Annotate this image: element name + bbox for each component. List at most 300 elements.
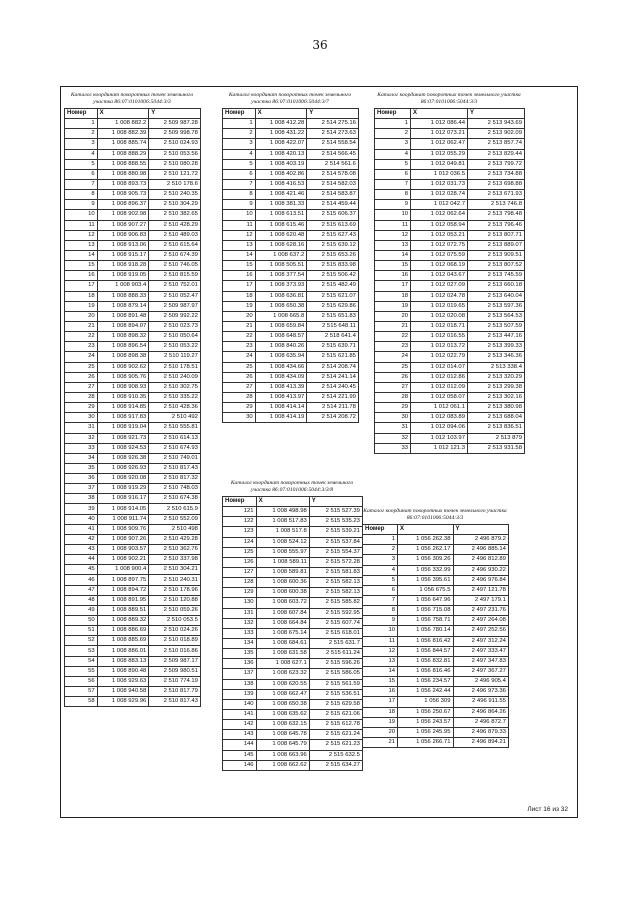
table-row — [65, 656, 201, 666]
table-row — [363, 545, 509, 555]
coordinate-y-cell: 2 514 459.44 — [307, 200, 359, 210]
coordinate-y-cell: 2 513 338.4 — [468, 362, 525, 372]
table-row — [375, 230, 525, 240]
coordinate-y-cell: 2 510 080.28 — [149, 159, 201, 169]
table-row — [223, 689, 363, 699]
point-number-cell: 126 — [223, 557, 257, 567]
coordinate-x-cell: 1 012 086.44 — [411, 119, 468, 129]
coordinate-x-cell: 1 008 903.57 — [97, 545, 149, 555]
coordinate-y-cell: 2 497 333.47 — [453, 646, 508, 656]
coordinate-x-cell: 1 008 919.04 — [97, 423, 149, 433]
point-number-cell: 42 — [65, 534, 98, 544]
coordinates-table — [64, 108, 201, 707]
point-number-cell: 7 — [65, 179, 98, 189]
point-number-cell: 14 — [65, 250, 98, 260]
coordinate-x-cell: 1 008 637.2 — [255, 250, 307, 260]
coordinate-y-cell: 2 510 178.51 — [149, 362, 201, 372]
coordinate-y-cell: 2 515 618.01 — [309, 628, 362, 638]
point-number-cell: 2 — [65, 129, 98, 139]
table-row — [375, 423, 525, 433]
table-row — [223, 392, 359, 402]
point-number-cell: 2 — [375, 129, 411, 139]
point-number-cell: 3 — [223, 139, 256, 149]
coordinate-x-cell: 1 008 900.4 — [97, 565, 149, 575]
column-header-y: Y — [468, 109, 525, 119]
table-row — [223, 200, 359, 210]
column-header-x: X — [398, 525, 453, 535]
point-number-cell: 18 — [65, 291, 98, 301]
table-row — [65, 463, 201, 473]
point-number-cell: 4 — [223, 149, 256, 159]
coordinate-y-cell: 2 510 016.86 — [149, 646, 201, 656]
coordinate-x-cell: 1 056 250.67 — [398, 707, 453, 717]
coordinate-x-cell: 1 056 675.5 — [398, 585, 453, 595]
coordinate-y-cell: 2 513 671.93 — [468, 190, 525, 200]
coordinate-x-cell: 1 012 013.72 — [411, 342, 468, 352]
coordinate-y-cell: 2 510 059.26 — [149, 605, 201, 615]
table-row — [223, 352, 359, 362]
point-number-cell: 52 — [65, 636, 98, 646]
table-row — [375, 332, 525, 342]
table-row — [65, 372, 201, 382]
coordinate-x-cell: 1 008 889.32 — [97, 616, 149, 626]
point-number-cell: 134 — [223, 638, 257, 648]
coordinate-y-cell: 2 515 585.82 — [309, 598, 362, 608]
coordinate-y-cell: 2 515 653.26 — [307, 250, 359, 260]
coordinate-x-cell: 1 008 623.32 — [256, 669, 309, 679]
coordinate-x-cell: 1 012 075.59 — [411, 250, 468, 260]
point-number-cell: 1 — [65, 119, 98, 129]
coordinate-x-cell: 1 008 603.72 — [256, 598, 309, 608]
catalog-caption: Каталог координат поворотных точек земельного участка 86:07:0101006:5044:3/3 — [70, 92, 194, 105]
point-number-cell: 8 — [363, 606, 398, 616]
table-row — [65, 494, 201, 504]
table-row — [65, 484, 201, 494]
coordinate-x-cell: 1 008 665.8 — [255, 311, 307, 321]
coordinate-x-cell: 1 008 402.86 — [255, 169, 307, 179]
coordinate-y-cell: 2 513 346.36 — [468, 352, 525, 362]
table-row — [223, 669, 363, 679]
table-row — [65, 240, 201, 250]
coordinate-y-cell: 2 515 632.5 — [309, 750, 362, 760]
point-number-cell: 30 — [223, 413, 256, 423]
coordinate-x-cell: 1 012 042.7 — [411, 200, 468, 210]
table-row — [375, 301, 525, 311]
catalog-caption: Каталог координат поворотных точек земельного участка 86:07:0101006:5044:3/3 — [377, 92, 521, 105]
coordinate-y-cell: 2 513 734.88 — [468, 169, 525, 179]
coordinate-x-cell: 1 056 309.26 — [398, 555, 453, 565]
point-number-cell: 133 — [223, 628, 257, 638]
coordinate-x-cell: 1 008 909.76 — [97, 524, 149, 534]
table-row — [375, 443, 525, 453]
coordinate-x-cell: 1 012 027.09 — [411, 281, 468, 291]
table-row — [363, 656, 509, 666]
table-row — [375, 392, 525, 402]
coordinate-x-cell: 1 008 517.8 — [256, 527, 309, 537]
coordinate-y-cell: 2 510 024.26 — [149, 626, 201, 636]
point-number-cell: 17 — [223, 281, 256, 291]
point-number-cell: 46 — [65, 575, 98, 585]
coordinate-x-cell: 1 012 019.65 — [411, 301, 468, 311]
coordinate-x-cell: 1 012 083.89 — [411, 413, 468, 423]
catalog-block-3 — [374, 92, 524, 451]
table-row — [65, 159, 201, 169]
coordinate-x-cell: 1 056 266.71 — [398, 737, 453, 747]
table-row — [65, 342, 201, 352]
coordinate-y-cell: 2 510 674.38 — [149, 494, 201, 504]
coordinate-x-cell: 1 008 915.17 — [97, 250, 149, 260]
coordinate-y-cell: 2 496 812.89 — [453, 555, 508, 565]
coordinate-x-cell: 1 012 103.97 — [411, 433, 468, 443]
coordinate-x-cell: 1 012 024.78 — [411, 291, 468, 301]
coordinate-x-cell: 1 008 924.53 — [97, 443, 149, 453]
coordinate-x-cell: 1 012 121.3 — [411, 443, 468, 453]
coordinate-x-cell: 1 012 049.81 — [411, 159, 468, 169]
coordinate-x-cell: 1 008 645.78 — [256, 730, 309, 740]
point-number-cell: 6 — [363, 585, 398, 595]
point-number-cell: 139 — [223, 689, 257, 699]
point-number-cell: 8 — [375, 190, 411, 200]
table-row — [363, 535, 509, 545]
column-header-y: Y — [453, 525, 508, 535]
table-row — [65, 646, 201, 656]
point-number-cell: 31 — [65, 423, 98, 433]
table-row — [223, 271, 359, 281]
table-header-row — [223, 497, 363, 507]
table-row — [363, 626, 509, 636]
coordinate-y-cell: 2 514 273.63 — [307, 129, 359, 139]
coordinate-x-cell: 1 008 888.55 — [97, 159, 149, 169]
coordinate-y-cell: 2 497 347.83 — [453, 656, 508, 666]
coordinate-y-cell: 2 510 337.98 — [149, 555, 201, 565]
table-row — [65, 271, 201, 281]
table-row — [223, 301, 359, 311]
point-number-cell: 4 — [65, 149, 98, 159]
point-number-cell: 124 — [223, 537, 257, 547]
point-number-cell: 8 — [65, 190, 98, 200]
table-row — [65, 352, 201, 362]
table-row — [363, 555, 509, 565]
coordinate-x-cell: 1 012 073.21 — [411, 129, 468, 139]
coordinate-y-cell: 2 515 639.12 — [307, 240, 359, 250]
table-row — [65, 676, 201, 686]
coordinate-y-cell: 2 515 535.23 — [309, 517, 362, 527]
coordinate-x-cell: 1 056 647.96 — [398, 595, 453, 605]
coordinate-x-cell: 1 008 929.63 — [97, 676, 149, 686]
coordinate-y-cell: 2 514 221.99 — [307, 392, 359, 402]
point-number-cell: 39 — [65, 504, 98, 514]
table-row — [65, 433, 201, 443]
table-row — [65, 605, 201, 615]
point-number-cell: 136 — [223, 659, 257, 669]
table-row — [223, 291, 359, 301]
point-number-cell: 5 — [363, 575, 398, 585]
coordinate-x-cell: 1 056 758.71 — [398, 616, 453, 626]
coordinate-y-cell: 2 497 312.24 — [453, 636, 508, 646]
table-row — [65, 281, 201, 291]
table-row — [223, 129, 359, 139]
coordinate-x-cell: 1 008 662.47 — [256, 689, 309, 699]
point-number-cell: 16 — [223, 271, 256, 281]
table-row — [375, 291, 525, 301]
coordinate-y-cell: 2 515 611.24 — [309, 649, 362, 659]
coordinate-y-cell: 2 509 992.22 — [149, 311, 201, 321]
coordinate-y-cell: 2 510 429.28 — [149, 534, 201, 544]
coordinate-x-cell: 1 012 022.79 — [411, 352, 468, 362]
point-number-cell: 25 — [65, 362, 98, 372]
table-row — [65, 179, 201, 189]
point-number-cell: 8 — [223, 190, 256, 200]
coordinate-y-cell: 2 514 583.87 — [307, 190, 359, 200]
coordinate-x-cell: 1 008 422.07 — [255, 139, 307, 149]
table-row — [65, 382, 201, 392]
table-row — [223, 413, 359, 423]
column-header-num: Номер — [223, 497, 257, 507]
coordinate-y-cell: 2 510 302.75 — [149, 382, 201, 392]
point-number-cell: 5 — [375, 159, 411, 169]
table-row — [65, 392, 201, 402]
coordinate-y-cell: 2 510 121.72 — [149, 169, 201, 179]
coordinate-x-cell: 1 008 911.74 — [97, 514, 149, 524]
coordinate-x-cell: 1 008 903.4 — [97, 281, 149, 291]
sheet-label: Лист 16 из 32 — [527, 806, 568, 813]
coordinate-x-cell: 1 012 028.74 — [411, 190, 468, 200]
table-row — [223, 649, 363, 659]
page-number: 36 — [312, 38, 328, 52]
coordinate-x-cell: 1 008 940.58 — [97, 687, 149, 697]
table-row — [223, 382, 359, 392]
coordinate-y-cell: 2 513 507.59 — [468, 321, 525, 331]
table-row — [223, 750, 363, 760]
point-number-cell: 128 — [223, 578, 257, 588]
point-number-cell: 140 — [223, 699, 257, 709]
table-row — [223, 362, 359, 372]
coordinate-y-cell: 2 513 746.8 — [468, 200, 525, 210]
coordinate-x-cell: 1 008 645.79 — [256, 740, 309, 750]
table-row — [363, 707, 509, 717]
coordinate-y-cell: 2 513 807.71 — [468, 230, 525, 240]
coordinate-x-cell: 1 008 886.69 — [97, 626, 149, 636]
point-number-cell: 22 — [223, 332, 256, 342]
point-number-cell: 28 — [375, 392, 411, 402]
table-row — [65, 332, 201, 342]
point-number-cell: 1 — [363, 535, 398, 545]
coordinate-x-cell: 1 008 403.19 — [255, 159, 307, 169]
coordinate-y-cell: 2 514 558.54 — [307, 139, 359, 149]
point-number-cell: 54 — [65, 656, 98, 666]
coordinate-y-cell: 2 509 987.97 — [149, 301, 201, 311]
table-row — [65, 514, 201, 524]
table-row — [375, 311, 525, 321]
coordinate-y-cell: 2 510 024.93 — [149, 139, 201, 149]
point-number-cell: 27 — [65, 382, 98, 392]
table-row — [375, 190, 525, 200]
coordinate-y-cell: 2 515 612.78 — [309, 720, 362, 730]
coordinate-y-cell: 2 515 592.95 — [309, 608, 362, 618]
point-number-cell: 33 — [65, 443, 98, 453]
point-number-cell: 122 — [223, 517, 257, 527]
coordinate-x-cell: 1 012 020.08 — [411, 311, 468, 321]
coordinate-y-cell: 2 510 674.93 — [149, 443, 201, 453]
point-number-cell: 28 — [65, 392, 98, 402]
coordinate-x-cell: 1 056 844.57 — [398, 646, 453, 656]
table-row — [363, 585, 509, 595]
point-number-cell: 19 — [223, 301, 256, 311]
coordinate-y-cell: 2 514 561.6 — [307, 159, 359, 169]
coordinate-x-cell: 1 008 898.32 — [97, 332, 149, 342]
table-row — [223, 372, 359, 382]
coordinate-y-cell: 2 515 581.83 — [309, 567, 362, 577]
table-row — [223, 588, 363, 598]
coordinate-x-cell: 1 008 600.36 — [256, 578, 309, 588]
table-row — [65, 403, 201, 413]
table-row — [65, 311, 201, 321]
point-number-cell: 12 — [223, 230, 256, 240]
table-row — [223, 250, 359, 260]
coordinate-x-cell: 1 008 662.62 — [256, 760, 309, 770]
coordinate-y-cell: 2 510 050.64 — [149, 332, 201, 342]
point-number-cell: 22 — [65, 332, 98, 342]
table-row — [223, 507, 363, 517]
coordinate-y-cell: 2 496 879.33 — [453, 727, 508, 737]
coordinate-x-cell: 1 008 636.81 — [255, 291, 307, 301]
table-row — [375, 372, 525, 382]
coordinate-y-cell: 2 510 614.13 — [149, 433, 201, 443]
table-row — [223, 321, 359, 331]
table-row — [375, 139, 525, 149]
table-row — [65, 220, 201, 230]
point-number-cell: 57 — [65, 687, 98, 697]
point-number-cell: 17 — [375, 281, 411, 291]
coordinate-y-cell: 2 514 208.74 — [307, 362, 359, 372]
point-number-cell: 25 — [375, 362, 411, 372]
table-row — [375, 281, 525, 291]
coordinate-x-cell: 1 008 555.97 — [256, 547, 309, 557]
coordinate-y-cell: 2 515 539.21 — [309, 527, 362, 537]
point-number-cell: 19 — [375, 301, 411, 311]
coordinate-y-cell: 2 513 299.38 — [468, 382, 525, 392]
point-number-cell: 137 — [223, 669, 257, 679]
coordinate-y-cell: 2 513 798.48 — [468, 210, 525, 220]
table-row — [65, 474, 201, 484]
coordinates-table — [222, 108, 359, 423]
coordinate-y-cell: 2 513 320.29 — [468, 372, 525, 382]
table-row — [65, 443, 201, 453]
point-number-cell: 135 — [223, 649, 257, 659]
coordinate-x-cell: 1 008 910.35 — [97, 392, 149, 402]
table-row — [65, 321, 201, 331]
coordinates-table — [222, 496, 363, 771]
table-row — [375, 403, 525, 413]
coordinates-table — [362, 524, 509, 748]
point-number-cell: 16 — [65, 271, 98, 281]
table-row — [65, 190, 201, 200]
point-number-cell: 11 — [363, 636, 398, 646]
coordinate-x-cell: 1 008 631.58 — [256, 649, 309, 659]
coordinate-x-cell: 1 008 914.05 — [97, 504, 149, 514]
point-number-cell: 53 — [65, 646, 98, 656]
table-row — [65, 595, 201, 605]
table-row — [223, 261, 359, 271]
coordinate-x-cell: 1 056 262.17 — [398, 545, 453, 555]
table-row — [223, 557, 363, 567]
table-row — [223, 527, 363, 537]
coordinate-y-cell: 2 510 749.01 — [149, 453, 201, 463]
table-row — [375, 240, 525, 250]
point-number-cell: 24 — [65, 352, 98, 362]
table-row — [363, 727, 509, 737]
point-number-cell: 9 — [65, 200, 98, 210]
coordinate-y-cell: 2 510 120.88 — [149, 595, 201, 605]
point-number-cell: 9 — [363, 616, 398, 626]
coordinate-x-cell: 1 008 894.07 — [97, 321, 149, 331]
coordinate-x-cell: 1 008 413.39 — [255, 382, 307, 392]
coordinate-x-cell: 1 008 926.38 — [97, 453, 149, 463]
point-number-cell: 132 — [223, 618, 257, 628]
coordinate-x-cell: 1 012 012.86 — [411, 372, 468, 382]
coordinate-y-cell: 2 510 774.19 — [149, 676, 201, 686]
table-row — [363, 697, 509, 707]
coordinate-y-cell: 2 515 621.07 — [307, 291, 359, 301]
coordinate-y-cell: 2 510 053.5 — [149, 616, 201, 626]
point-number-cell: 16 — [363, 687, 398, 697]
table-row — [65, 129, 201, 139]
point-number-cell: 26 — [375, 372, 411, 382]
column-header-y: Y — [149, 109, 201, 119]
coordinate-y-cell: 2 496 905.4 — [453, 677, 508, 687]
coordinate-x-cell: 1 012 018.71 — [411, 321, 468, 331]
coordinate-x-cell: 1 008 589.81 — [256, 567, 309, 577]
table-row — [223, 598, 363, 608]
table-row — [65, 169, 201, 179]
column-header-num: Номер — [65, 109, 98, 119]
coordinate-x-cell: 1 008 906.83 — [97, 230, 149, 240]
coordinate-y-cell: 2 510 240.31 — [149, 575, 201, 585]
point-number-cell: 30 — [65, 413, 98, 423]
table-row — [363, 636, 509, 646]
point-number-cell: 21 — [363, 737, 398, 747]
coordinate-x-cell: 1 008 684.61 — [256, 638, 309, 648]
coordinate-x-cell: 1 008 615.46 — [255, 220, 307, 230]
column-header-x: X — [97, 109, 149, 119]
coordinate-y-cell: 2 513 688.04 — [468, 413, 525, 423]
coordinate-y-cell: 2 510 752.01 — [149, 281, 201, 291]
coordinate-x-cell: 1 008 628.16 — [255, 240, 307, 250]
point-number-cell: 145 — [223, 750, 257, 760]
coordinate-y-cell: 2 515 613.69 — [307, 220, 359, 230]
point-number-cell: 5 — [223, 159, 256, 169]
coordinate-y-cell: 2 518 641.4 — [307, 332, 359, 342]
point-number-cell: 13 — [375, 240, 411, 250]
point-number-cell: 127 — [223, 567, 257, 577]
point-number-cell: 6 — [375, 169, 411, 179]
coordinate-y-cell: 2 510 428.36 — [149, 403, 201, 413]
coordinate-y-cell: 2 510 304.29 — [149, 200, 201, 210]
coordinates-table — [374, 108, 525, 454]
coordinate-x-cell: 1 008 589.11 — [256, 557, 309, 567]
table-row — [65, 697, 201, 707]
table-row — [375, 129, 525, 139]
catalog-caption: Каталог координат поворотных точек земельного участка 86:07:0101006:5044:3/3/8 — [230, 480, 354, 493]
coordinate-y-cell: 2 513 879 — [468, 433, 525, 443]
point-number-cell: 123 — [223, 527, 257, 537]
point-number-cell: 2 — [363, 545, 398, 555]
table-row — [223, 139, 359, 149]
column-header-x: X — [256, 497, 309, 507]
point-number-cell: 7 — [375, 179, 411, 189]
coordinate-x-cell: 1 008 421.46 — [255, 190, 307, 200]
coordinate-x-cell: 1 008 919.05 — [97, 271, 149, 281]
